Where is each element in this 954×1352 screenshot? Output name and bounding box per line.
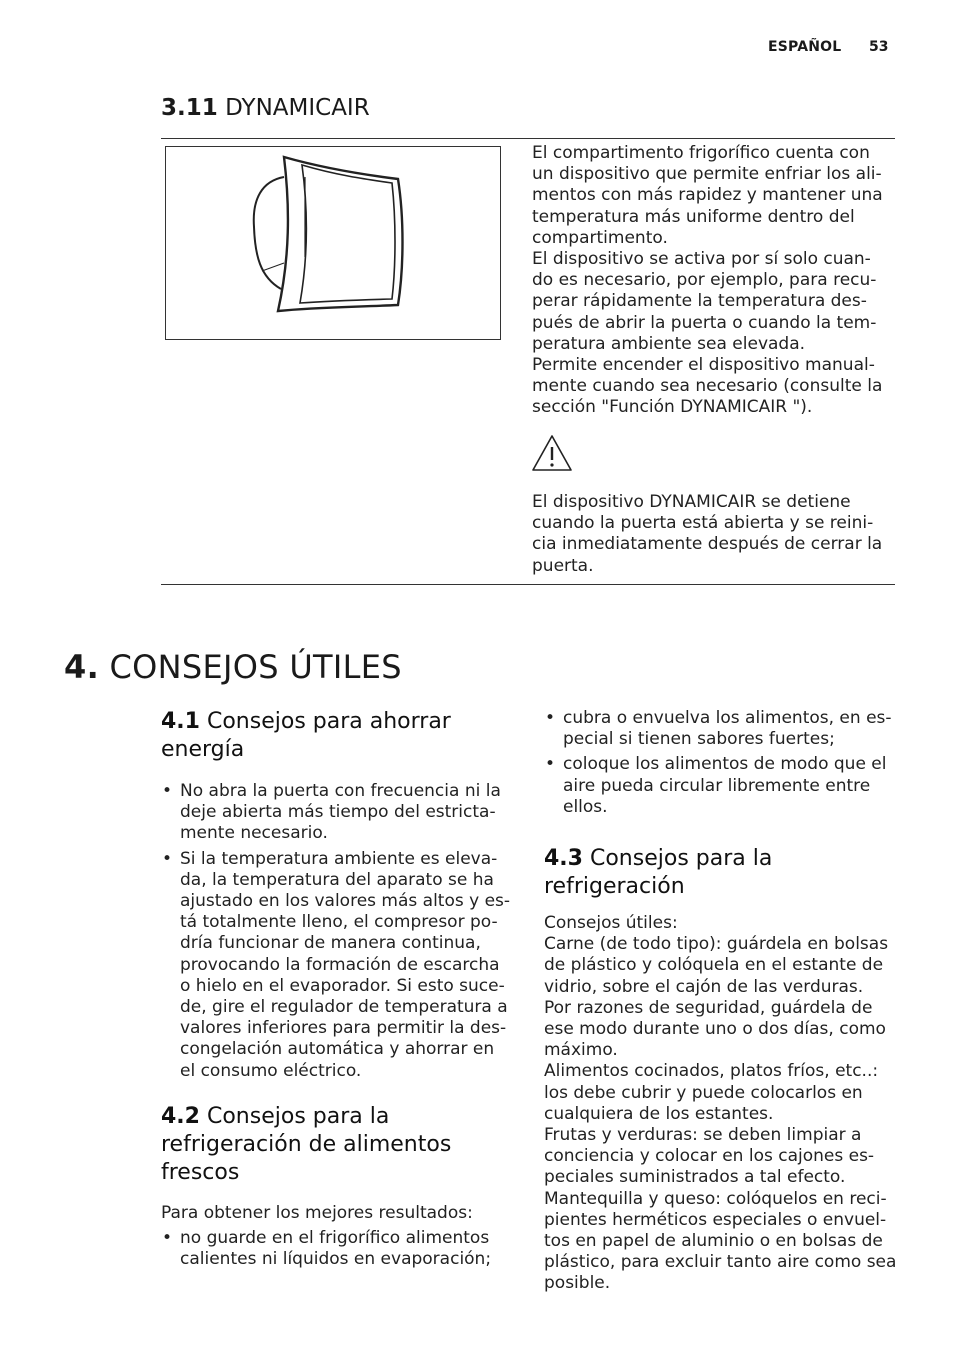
section-4-3-title: Consejos para la refrigeración (544, 846, 773, 899)
warning-triangle-icon (531, 434, 573, 472)
top-divider (161, 138, 895, 139)
section-4-1-title: Consejos para ahorrar energía (161, 709, 451, 762)
list-item: • no guarde en el frigorífico alimentos calientes ni líquidos en evaporación; (161, 1228, 521, 1270)
section-4-2-continued (544, 708, 904, 818)
section-number: 3.11 (161, 95, 218, 121)
section-title: DYNAMICAIR (225, 95, 370, 121)
chapter-4-heading (64, 648, 402, 686)
section-4-3-number: 4.3 (544, 846, 583, 871)
section-4-1-list (161, 781, 521, 1082)
list-item: • cubra o envuelva los alimentos, en es- pecial si tienen sabores fuertes; (544, 708, 904, 750)
section-3-11-heading (161, 95, 370, 121)
header-language: ESPAÑOL (768, 39, 842, 55)
dynamicair-paragraph-2: El dispositivo se activa por sí solo cuan- do es necesario, por ejemplo, para recu- perar rápidamente la temperatura des- pués de abrir la puerta o cuando la tem- peratura ambiente sea elevada. (532, 249, 877, 354)
dynamicair-paragraph-1: El compartimento frigorífico cuenta con un dispositivo que permite enfriar los ali- mentos con más rapidez y mantener una temperatura más uniforme dentro del compartimento. (532, 143, 883, 248)
section-4-2-list-part-1 (161, 1228, 521, 1270)
bottom-divider (161, 584, 895, 585)
dynamicair-fan-drawing (166, 147, 500, 339)
chapter-title: CONSEJOS ÚTILES (109, 648, 402, 686)
section-4-2-heading (161, 1103, 521, 1187)
section-4-3-text: Consejos útiles: Carne (de todo tipo): guárdela en bolsas de plástico y colóquela en el estante de vidrio, sobre el cajón de las verduras. Por razones de seguridad, guárdela de ese modo durante uno o dos días, como máximo. Alimentos cocinados, platos fríos, etc..: los debe cubrir y puede colocarlos en cualquiera de los estantes. Frutas y verduras: se deben limpiar a conciencia y colocar en los cajones es- peciales suministrados a tal efecto. Mantequilla y queso: colóquelos en reci- pientes herméticos especiales o envuel- tos en papel de aluminio o en bolsas de plástico, para excluir tanto aire como sea posible. (544, 913, 897, 1294)
section-4-1-number: 4.1 (161, 709, 200, 734)
list-item: • Si la temperatura ambiente es eleva- da, la temperatura del aparato se ha ajustado en los valores más altos y es- tá totalmente lleno, el compresor po- dría funcionar de manera continua, provocando la formación de escarcha o hielo en el evaporador. Si esto suce- de, gire el regulador de temperatura a valores inferiores para permitir la des- congelación automática y ahorrar en el consumo eléctrico. (161, 849, 521, 1082)
chapter-number: 4. (64, 648, 100, 686)
section-4-2-number: 4.2 (161, 1104, 200, 1129)
dynamicair-illustration (165, 146, 501, 340)
section-4-2 (161, 1103, 521, 1271)
section-4-3 (544, 845, 904, 1295)
section-4-2-list-part-2 (544, 708, 904, 818)
section-4-1 (161, 708, 521, 1082)
list-item: • No abra la puerta con frecuencia ni la deje abierta más tiempo del estricta- mente necesario. (161, 781, 521, 845)
section-4-2-intro: Para obtener los mejores resultados: (161, 1203, 473, 1223)
dynamicair-warning-text: El dispositivo DYNAMICAIR se detiene cuando la puerta está abierta y se reini- cia inmediatamente después de cerrar la puerta. (532, 492, 883, 576)
section-4-3-heading (544, 845, 904, 901)
list-item: • coloque los alimentos de modo que el aire pueda circular libremente entre ellos. (544, 754, 904, 818)
section-4-2-title: Consejos para la refrigeración de alimentos frescos (161, 1104, 452, 1185)
page-number: 53 (869, 39, 889, 55)
dynamicair-paragraph-3: Permite encender el dispositivo manual- mente cuando sea necesario (consulte la sección "Función DYNAMICAIR "). (532, 355, 883, 418)
section-4-1-heading (161, 708, 521, 764)
